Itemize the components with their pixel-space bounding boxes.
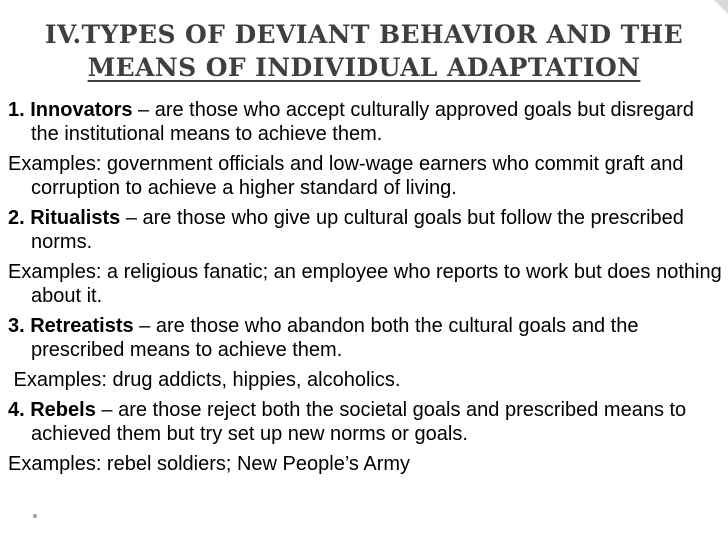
term-label: 3. Retreatists: [8, 315, 134, 337]
stray-bullet-dot: [33, 514, 37, 518]
definition-text: – are those who abandon both the cultural goals and the prescribed means to achieve them.: [31, 315, 639, 361]
definition-text: – are those who give up cultural goals but follow the prescribed norms.: [31, 207, 684, 253]
title-line-2: MEANS OF INDIVIDUAL ADAPTATION: [87, 53, 641, 82]
examples-innovators: Examples: government officials and low-wage earners who commit graft and corruption to achieve a higher standard of living.: [8, 153, 684, 199]
definition-text: – are those reject both the societal goals and prescribed means to achieved them but try set up new norms or goals.: [31, 399, 687, 445]
title-line-1: IV.TYPES OF DEVIANT BEHAVIOR AND THE: [44, 20, 684, 49]
definition-innovators: [8, 98, 723, 146]
term-label: 4. Rebels: [8, 399, 96, 421]
definition-retreatists: [8, 314, 723, 362]
corner-decoration: [714, 0, 728, 14]
term-label: 1. Innovators: [8, 99, 133, 121]
slide-body: [8, 98, 723, 482]
examples-ritualists: Examples: a religious fanatic; an employee who reports to work but does nothing about it.: [8, 261, 722, 307]
definition-text: – are those who accept culturally approved goals but disregard the institutional means to achieve them.: [31, 99, 694, 145]
examples-rebels: Examples: rebel soldiers; New People’s Army: [8, 453, 411, 475]
definition-ritualists: [8, 206, 723, 254]
term-label: 2. Ritualists: [8, 207, 121, 229]
slide-title: [10, 18, 718, 84]
definition-rebels: [8, 398, 723, 446]
examples-retreatists: Examples: drug addicts, hippies, alcoholics.: [8, 369, 401, 391]
